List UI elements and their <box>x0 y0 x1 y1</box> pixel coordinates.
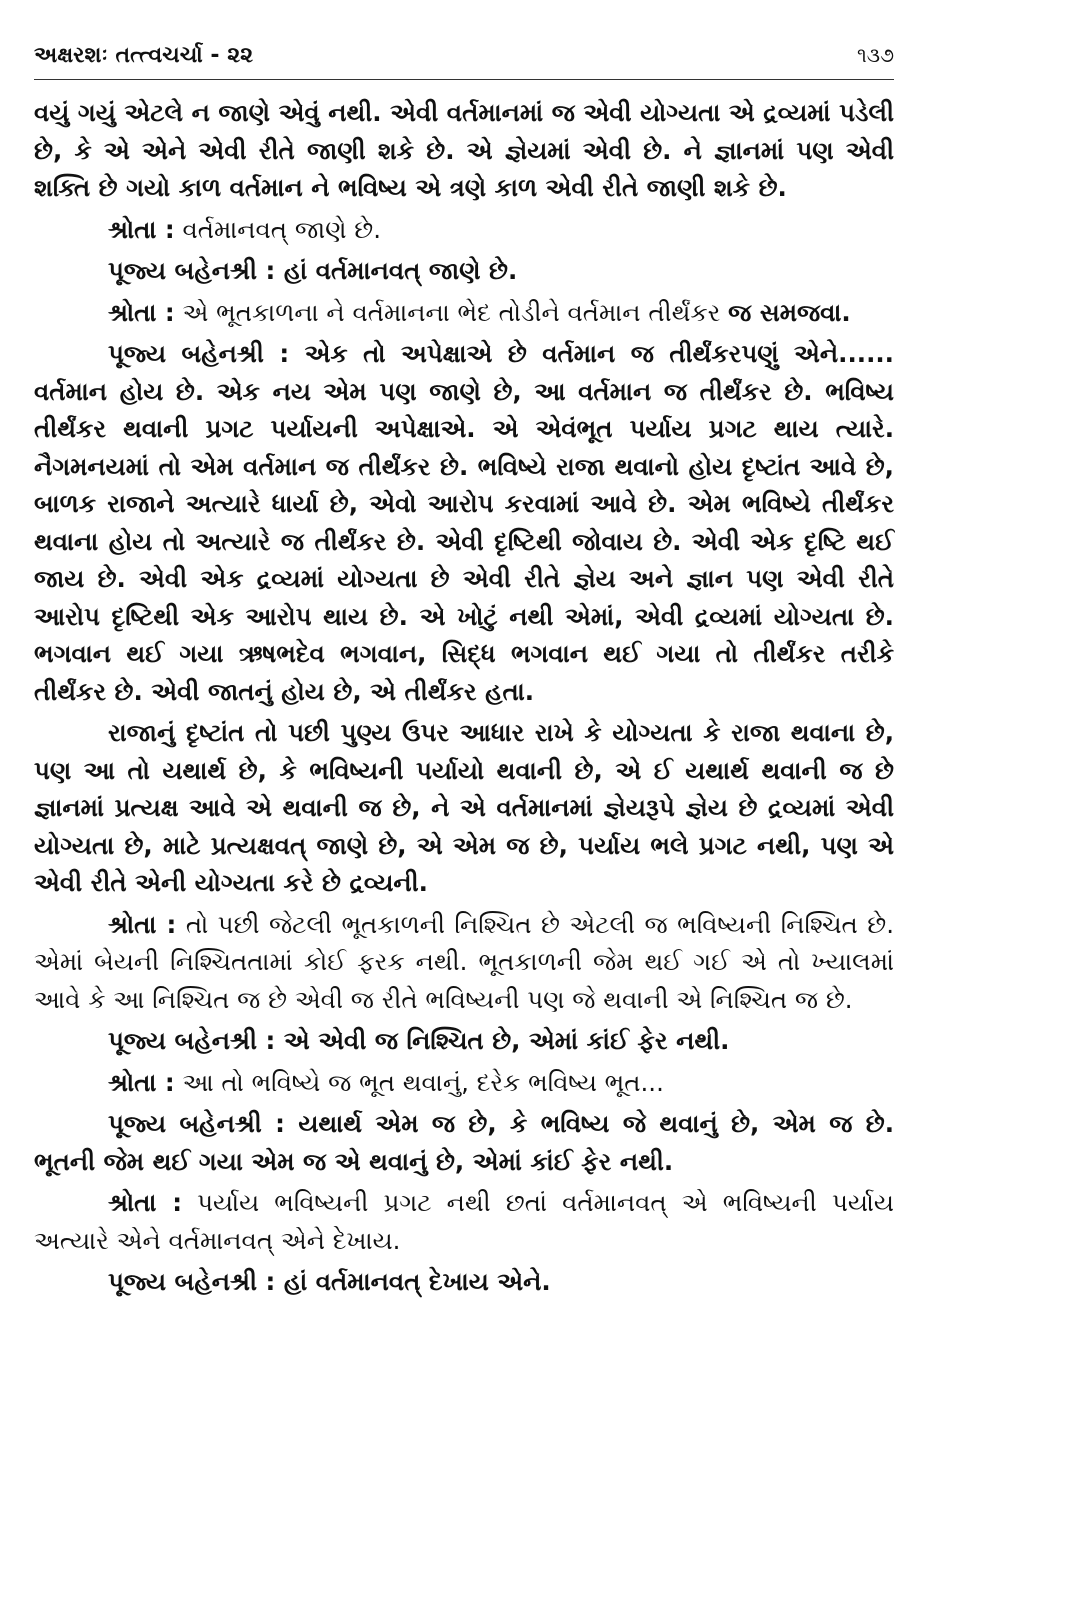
dialogue-text: હાં વર્તમાનવત્ જાણે છે. <box>283 256 518 285</box>
paragraph <box>34 714 894 902</box>
speaker-label-bahenshri: પૂજ્ય બહેનશ્રી : <box>108 1026 276 1055</box>
dialogue-text-emphasis: જ સમજવા. <box>728 297 851 327</box>
page-header <box>34 40 894 80</box>
dialogue-listener <box>34 1184 894 1259</box>
speaker-label-listener: શ્રોતા : <box>108 1188 182 1217</box>
dialogue-text: યથાર્થ એમ જ છે, કે ભવિષ્ય જે થવાનું છે, એમ જ છે. ભૂતની જેમ થઈ ગયા એમ જ એ થવાનું છે, એમાં કાંઈ ફેર નથી. <box>34 1109 894 1176</box>
speaker-label-listener: શ્રોતા : <box>108 1067 175 1097</box>
dialogue-text: એ એવી જ નિશ્ચિત છે, એમાં કાંઈ ફેર નથી. <box>283 1026 730 1055</box>
dialogue-text: હાં વર્તમાનવત્ દેખાય એને. <box>283 1267 551 1296</box>
speaker-label-listener: શ્રોતા : <box>108 909 177 939</box>
dialogue-text: એ ભૂતકાળના ને વર્તમાનના ભેદ તોડીને વર્તમાન તીર્થંકર <box>182 297 721 327</box>
dialogue-bahenshri <box>34 1105 894 1180</box>
dialogue-text: પર્યાય ભવિષ્યની પ્રગટ નથી છતાં વર્તમાનવત્ એ ભવિષ્યની પર્યાય અત્યારે એને વર્તમાનવત્ એને દેખાય. <box>34 1188 894 1255</box>
page-content <box>34 94 894 1301</box>
dialogue-bahenshri <box>34 252 894 290</box>
dialogue-bahenshri <box>34 1263 894 1301</box>
dialogue-listener <box>34 906 894 1019</box>
speaker-label-listener: શ્રોતા : <box>108 214 175 244</box>
speaker-label-bahenshri: પૂજ્ય બહેનશ્રી : <box>108 1267 276 1296</box>
speaker-label-bahenshri: પૂજ્ય બહેનશ્રી : <box>108 1109 285 1138</box>
dialogue-text: એક તો અપેક્ષાએ છે વર્તમાન જ તીર્થંકરપણું એને...... વર્તમાન હોય છે. એક નય એમ પણ જાણે છે, આ વર્તમાન જ તીર્થંકર છે. ભવિષ્ય તીર્થંકર થવાની પ્રગટ પર્યાયની અપેક્ષાએ. એ એવંભૂત પર્યાય પ્રગટ થાય ત્યારે. નૈગમનયમાં તો એમ વર્તમાન જ તીર્થંકર છે. ભવિષ્યે રાજા થવાનો હોય દૃષ્ટાંત આવે છે, બાળક રાજાને અત્યારે ધાર્યા છે, એવો આરોપ કરવામાં આવે છે. એમ ભવિષ્યે તીર્થંકર થવાના હોય તો અત્યારે જ તીર્થંકર છે. એવી દૃષ્ટિથી જોવાય છે. એવી એક દૃષ્ટિ થઈ જાય છે. એવી એક દ્રવ્યમાં યોગ્યતા છે એવી રીતે જ્ઞેય અને જ્ઞાન પણ એવી રીતે આરોપ દૃષ્ટિથી એક આરોપ થાય છે. એ ખોટું નથી એમાં, એવી દ્રવ્યમાં યોગ્યતા છે. ભગવાન થઈ ગયા ઋષભદેવ ભગવાન, સિદ્ધ ભગવાન થઈ ગયા તો તીર્થંકર તરીકે તીર્થંકર છે. એવી જાતનું હોય છે, એ તીર્થંકર હતા. <box>34 339 894 706</box>
paragraph-continued <box>34 94 894 207</box>
dialogue-listener <box>34 294 894 332</box>
dialogue-text: આ તો ભવિષ્યે જ ભૂત થવાનું, દરેક ભવિષ્ય ભૂત... <box>182 1067 664 1097</box>
paragraph-text: વયું ગયું એટલે ન જાણે એવું નથી. એવી વર્તમાનમાં જ એવી યોગ્યતા એ દ્રવ્યમાં પડેલી છે, કે એ એને એવી રીતે જાણી શકે છે. એ જ્ઞેયમાં એવી છે. ને જ્ઞાનમાં પણ એવી શક્તિ છે ગયો કાળ વર્તમાન ને ભવિષ્ય એ ત્રણે કાળ એવી રીતે જાણી શકે છે. <box>34 98 894 202</box>
paragraph-text: રાજાનું દૃષ્ટાંત તો પછી પુણ્ય ઉપર આધાર રાખે કે યોગ્યતા કે રાજા થવાના છે, પણ આ તો યથાર્થ છે, કે ભવિષ્યની પર્યાયો થવાની છે, એ ઈ યથાર્થ થવાની જ છે જ્ઞાનમાં પ્રત્યક્ષ આવે એ થવાની જ છે, ને એ વર્તમાનમાં જ્ઞેયરૂપે જ્ઞેય છે દ્રવ્યમાં એવી યોગ્યતા છે, માટે પ્રત્યક્ષવત્ જાણે છે, એ એમ જ છે, પર્યાય ભલે પ્રગટ નથી, પણ એ એવી રીતે એની યોગ્યતા કરે છે દ્રવ્યની. <box>34 718 894 897</box>
running-title: અક્ષરશઃ તત્ત્વચર્ચા - ૨૨ <box>34 43 254 68</box>
speaker-label-bahenshri: પૂજ્ય બહેનશ્રી : <box>108 339 290 368</box>
dialogue-text: તો પછી જેટલી ભૂતકાળની નિશ્ચિત છે એટલી જ ભવિષ્યની નિશ્ચિત છે. એમાં બેયની નિશ્ચિતતામાં કોઈ ફરક નથી. ભૂતકાળની જેમ થઈ ગઈ એ તો ખ્યાલમાં આવે કે આ નિશ્ચિત જ છે એવી જ રીતે ભવિષ્યની પણ જે થવાની એ નિશ્ચિત જ છે. <box>34 909 894 1014</box>
dialogue-text: વર્તમાનવત્ જાણે છે. <box>182 214 381 244</box>
dialogue-listener <box>34 211 894 249</box>
dialogue-bahenshri <box>34 335 894 710</box>
book-page <box>34 40 894 1305</box>
page-number: ૧૩૭ <box>856 43 894 67</box>
speaker-label-bahenshri: પૂજ્ય બહેનશ્રી : <box>108 256 276 285</box>
dialogue-bahenshri <box>34 1022 894 1060</box>
dialogue-listener <box>34 1064 894 1102</box>
speaker-label-listener: શ્રોતા : <box>108 297 175 327</box>
